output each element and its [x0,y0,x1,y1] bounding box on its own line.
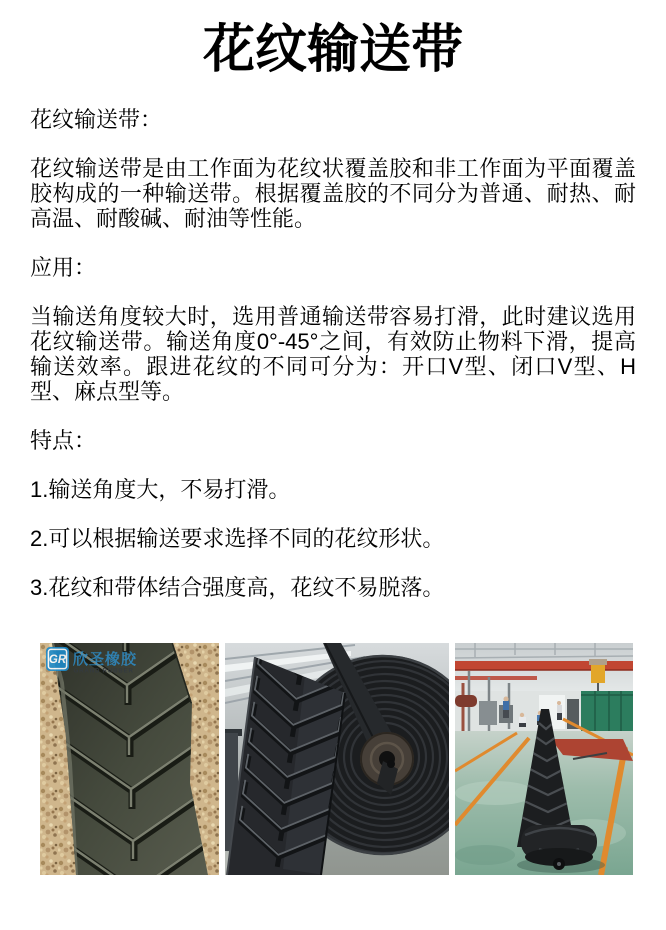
logo-name-cn: 欣圣橡胶 [73,651,138,668]
hoist-trolley [589,659,607,665]
paragraph-features-label: 特点： [30,428,97,453]
logo-monogram: GR [48,654,67,666]
machine [479,701,497,725]
photo-belt-rolls-warehouse [225,643,449,875]
page-title [30,18,636,83]
paragraph-application-label: 应用： [30,255,97,280]
document-body [0,18,666,875]
paragraph-feature-2: 2.可以根据输送要求选择不同的花纹形状。 [30,526,445,551]
brand-watermark [46,647,137,675]
paragraph-feature-1: 1.输送角度大，不易打滑。 [30,477,291,502]
page-title-text: 花纹输送带 [202,21,463,79]
logo-name-en: GRAND RUBBER [73,667,134,675]
paragraph-intro-label: 花纹输送带： [30,107,163,132]
yellow-hoist [591,665,605,683]
photo-chevron-belt-closeup [40,643,219,875]
photo-factory-floor-belt [455,643,633,875]
paragraph-feature-3: 3.花纹和带体结合强度高，花纹不易脱落。 [30,575,445,600]
paragraph-description: 花纹输送带是由工作面为花纹状覆盖胶和非工作面为平面覆盖胶构成的一种输送带。根据覆盖胶的不同分为普通、耐热、耐高温、耐酸碱、耐油等性能。 [30,156,636,231]
green-cabinets [581,691,633,737]
paragraph-application: 当输送角度较大时，选用普通输送带容易打滑，此时建议选用花纹输送带。输送角度0°-45°之间，有效防止物料下滑，提高输送效率。跟进花纹的不同可分为：开口V型、闭口V型、H型、麻点型等。 [30,304,636,404]
photo-strip [40,643,636,875]
belt-roll-distant [455,695,477,707]
crane-beam-far [455,676,537,680]
